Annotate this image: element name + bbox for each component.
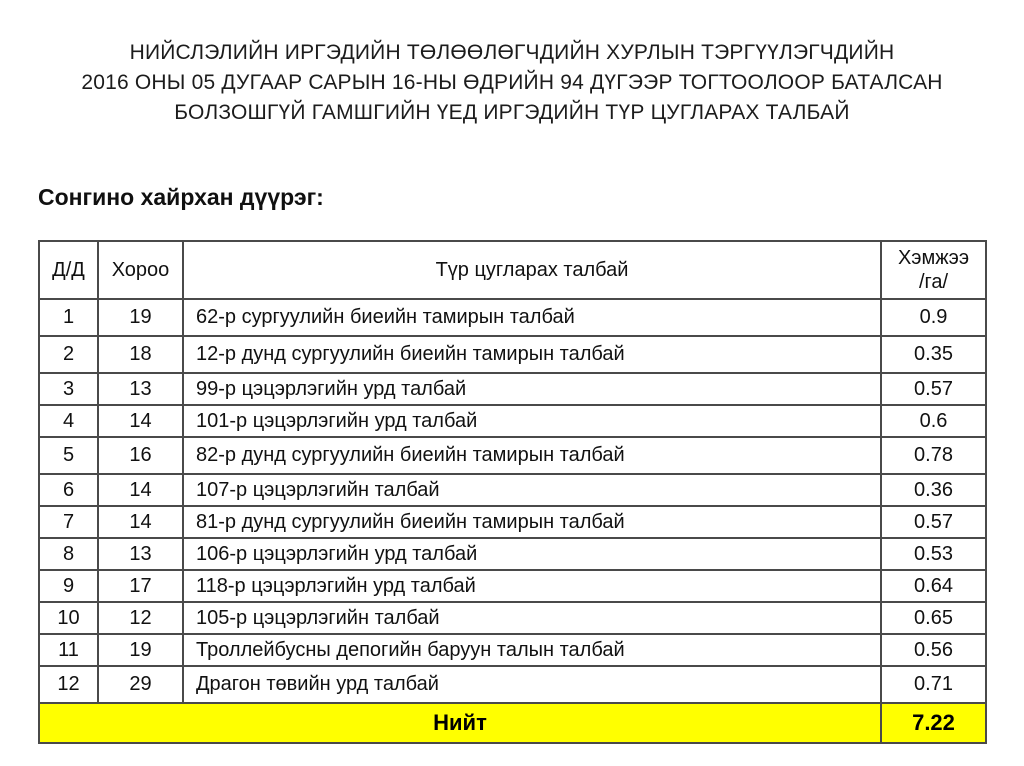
cell-site: Троллейбусны депогийн баруун талын талбай [183,634,881,666]
table-row [39,336,986,373]
cell-khoroo: 14 [98,474,183,506]
assembly-areas-table-container [38,240,987,744]
cell-area: 0.36 [881,474,986,506]
cell-area: 0.57 [881,373,986,405]
table-body [39,299,986,703]
table-row [39,299,986,336]
cell-site: 118-р цэцэрлэгийн урд талбай [183,570,881,602]
assembly-areas-table [38,240,987,744]
cell-site: 62-р сургуулийн биеийн тамирын талбай [183,299,881,336]
cell-area: 0.65 [881,602,986,634]
district-heading: Сонгино хайрхан дүүрэг: [38,184,324,210]
table-row [39,634,986,666]
cell-no: 3 [39,373,98,405]
cell-area: 0.9 [881,299,986,336]
table-row [39,666,986,703]
table-row [39,570,986,602]
cell-area: 0.6 [881,405,986,437]
total-value: 7.22 [881,703,986,743]
column-header-no: Д/Д [39,241,98,299]
cell-no: 12 [39,666,98,703]
document-title-line-2: 2016 ОНЫ 05 ДУГААР САРЫН 16-НЫ ӨДРИЙН 94 ДҮГЭЭР ТОГТООЛООР БАТАЛСАН [81,71,943,94]
column-header-site: Түр цугларах талбай [183,241,881,299]
cell-no: 6 [39,474,98,506]
cell-area: 0.57 [881,506,986,538]
cell-area: 0.35 [881,336,986,373]
cell-area: 0.78 [881,437,986,474]
cell-site: 101-р цэцэрлэгийн урд талбай [183,405,881,437]
cell-khoroo: 18 [98,336,183,373]
table-row [39,474,986,506]
total-label: Нийт [39,703,881,743]
table-row [39,538,986,570]
table-row [39,405,986,437]
column-header-area-label: Хэмжээ [897,247,970,269]
column-header-area-unit: /га/ [918,271,949,293]
cell-site: 82-р дунд сургуулийн биеийн тамирын талбай [183,437,881,474]
table-row [39,602,986,634]
cell-no: 2 [39,336,98,373]
document-title-line-3: БОЛЗОШГҮЙ ГАМШГИЙН ҮЕД ИРГЭДИЙН ТҮР ЦУГЛАРАХ ТАЛБАЙ [174,101,850,124]
total-row [39,703,986,743]
table-row [39,437,986,474]
cell-site: 107-р цэцэрлэгийн талбай [183,474,881,506]
cell-no: 7 [39,506,98,538]
cell-khoroo: 14 [98,506,183,538]
column-header-khoroo: Хороо [98,241,183,299]
cell-khoroo: 17 [98,570,183,602]
table-header [39,241,986,299]
cell-site: Драгон төвийн урд талбай [183,666,881,703]
cell-khoroo: 16 [98,437,183,474]
cell-site: 81-р дунд сургуулийн биеийн тамирын талбай [183,506,881,538]
cell-no: 4 [39,405,98,437]
cell-area: 0.53 [881,538,986,570]
cell-khoroo: 13 [98,373,183,405]
column-header-area [881,241,986,299]
table-row [39,506,986,538]
cell-no: 9 [39,570,98,602]
cell-khoroo: 14 [98,405,183,437]
cell-no: 5 [39,437,98,474]
document-title [0,38,1024,128]
cell-khoroo: 29 [98,666,183,703]
document-title-line-1: НИЙСЛЭЛИЙН ИРГЭДИЙН ТӨЛӨӨЛӨГЧДИЙН ХУРЛЫН ТЭРГҮҮЛЭГЧДИЙН [129,41,895,64]
cell-site: 12-р дунд сургуулийн биеийн тамирын талбай [183,336,881,373]
cell-khoroo: 19 [98,634,183,666]
cell-no: 1 [39,299,98,336]
cell-khoroo: 12 [98,602,183,634]
table-footer [39,703,986,743]
cell-area: 0.71 [881,666,986,703]
cell-khoroo: 19 [98,299,183,336]
cell-no: 10 [39,602,98,634]
cell-area: 0.64 [881,570,986,602]
cell-site: 99-р цэцэрлэгийн урд талбай [183,373,881,405]
cell-area: 0.56 [881,634,986,666]
table-row [39,373,986,405]
cell-khoroo: 13 [98,538,183,570]
cell-no: 8 [39,538,98,570]
cell-site: 105-р цэцэрлэгийн талбай [183,602,881,634]
cell-no: 11 [39,634,98,666]
header-row [39,241,986,299]
cell-site: 106-р цэцэрлэгийн урд талбай [183,538,881,570]
